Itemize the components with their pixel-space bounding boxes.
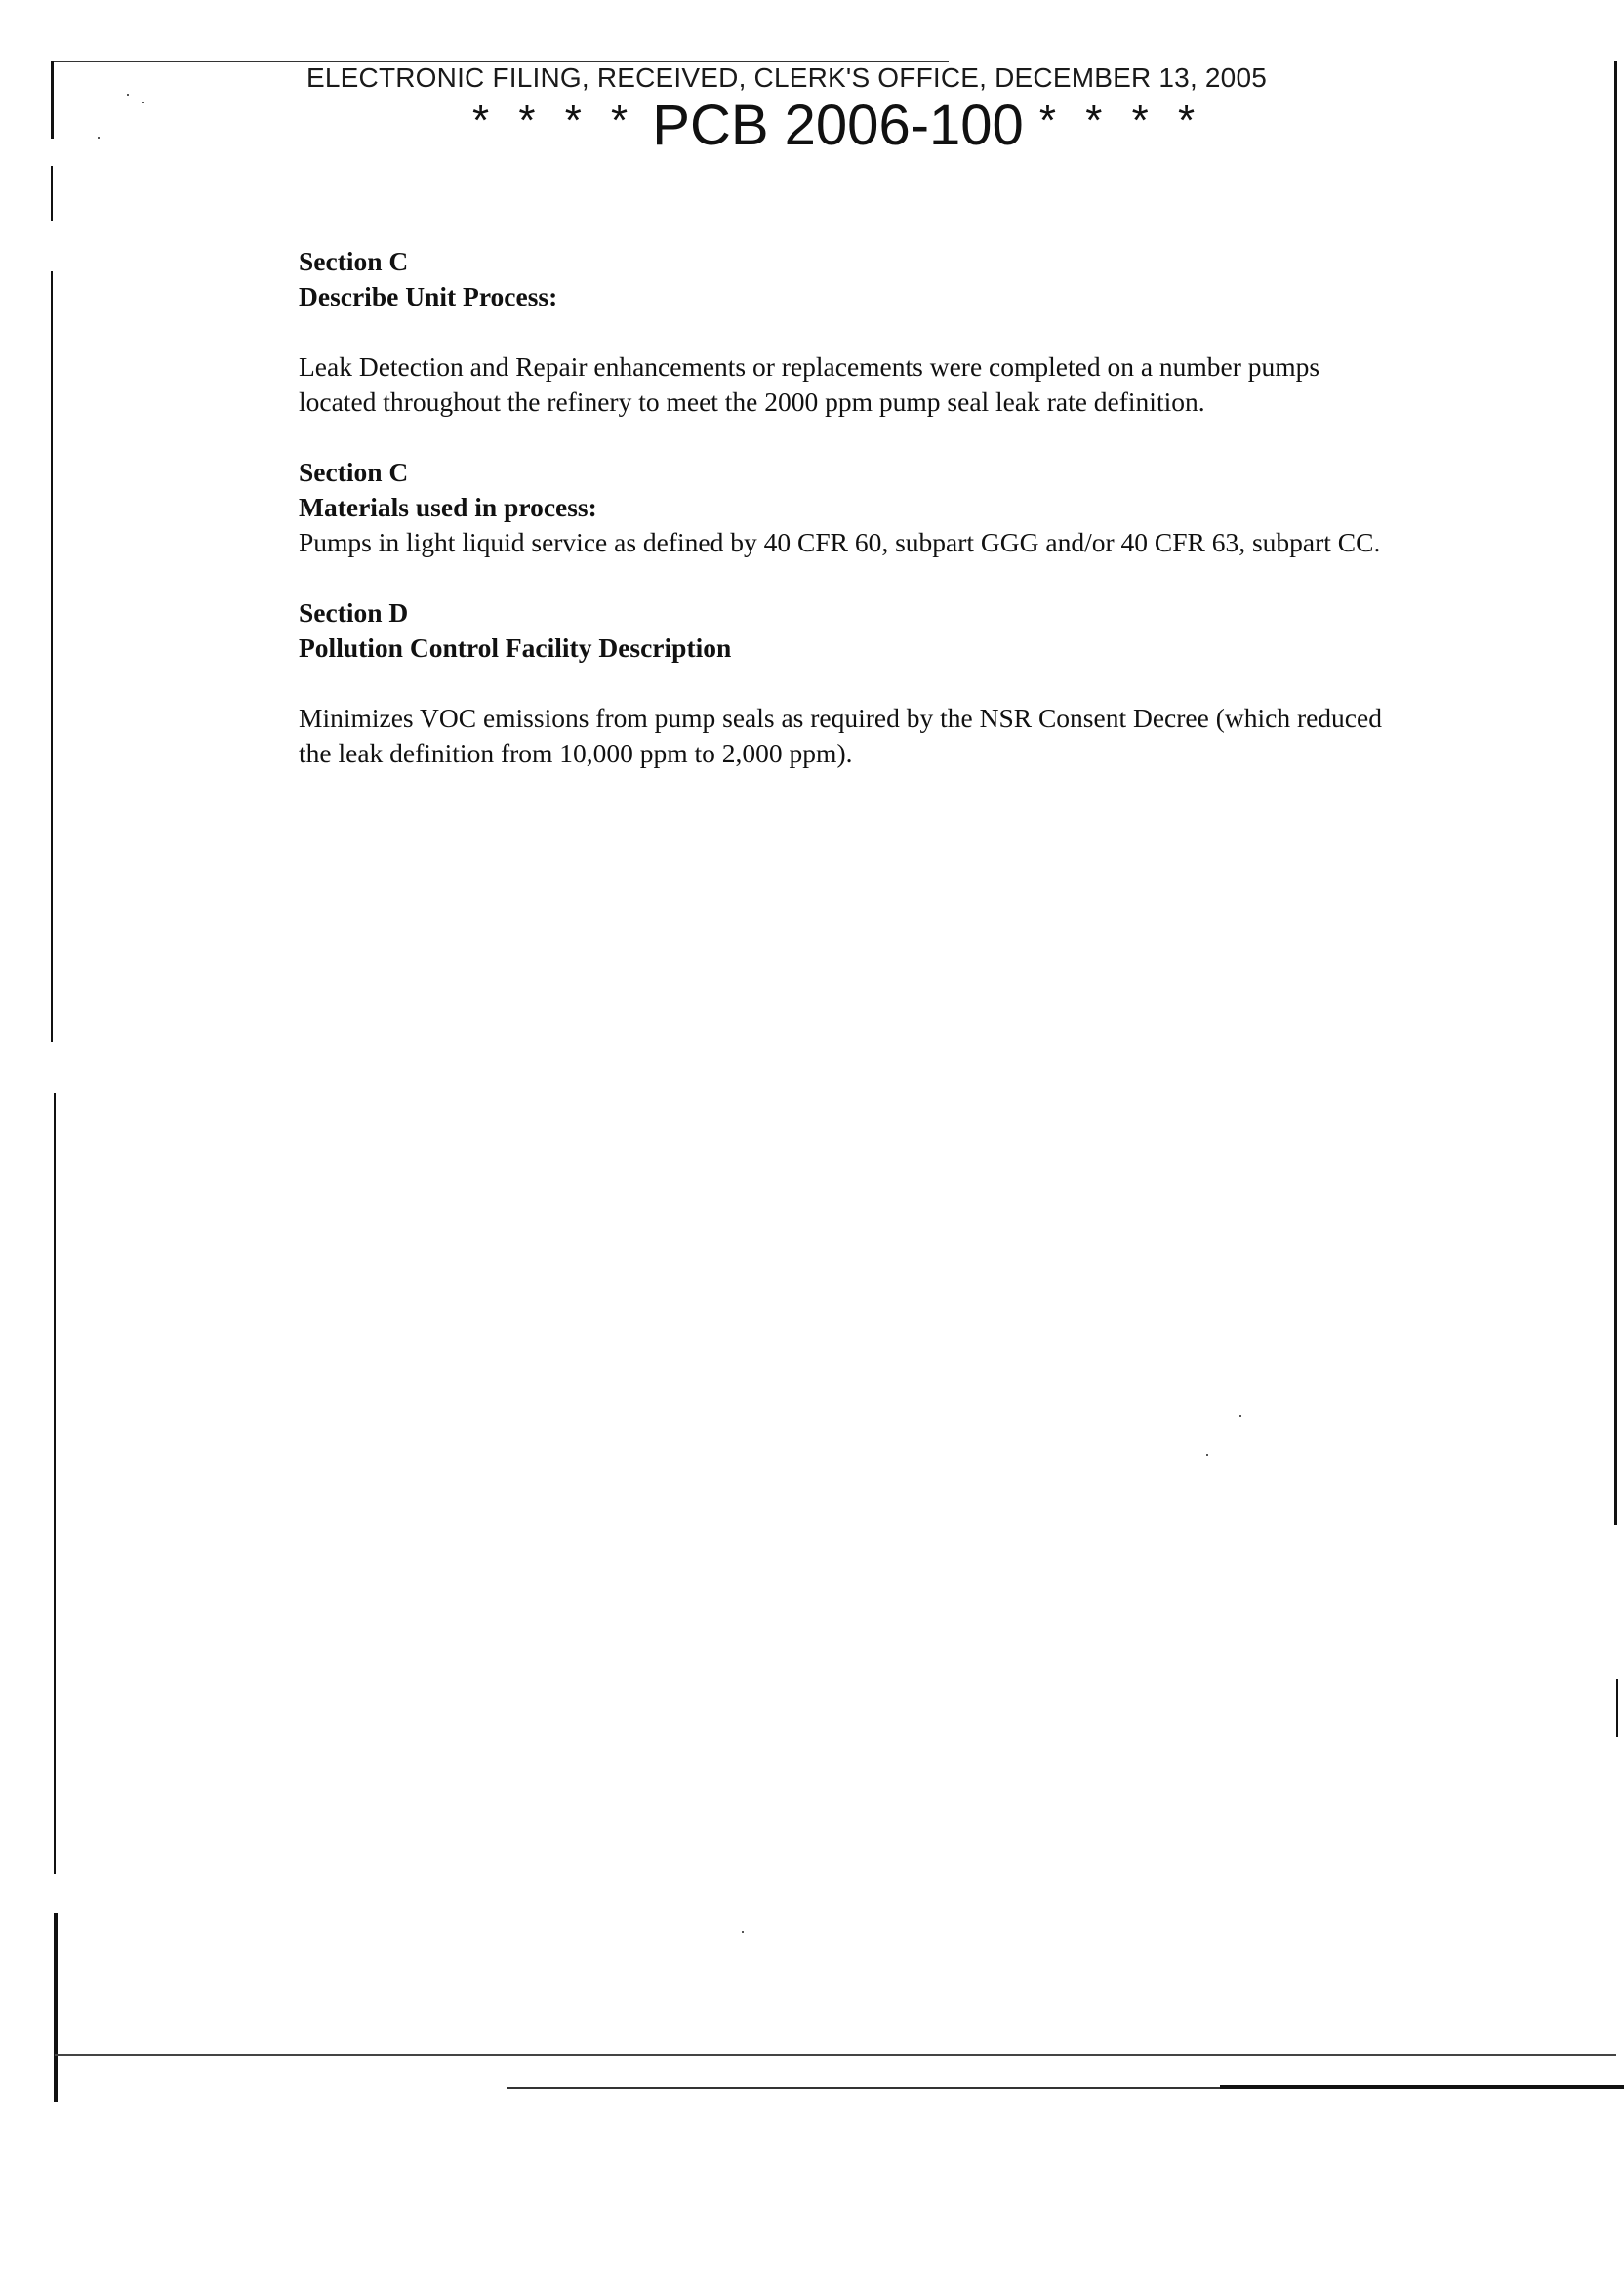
scan-speck — [1239, 1415, 1241, 1417]
scan-speck — [142, 102, 144, 103]
section-label: Section C — [299, 457, 409, 487]
scan-bottom-rule-1 — [55, 2054, 1616, 2056]
spacer — [299, 666, 1382, 701]
scan-bottom-rule-3 — [1220, 2085, 1624, 2089]
scan-right-border-lower — [1616, 1679, 1618, 1737]
section-body: Minimizes VOC emissions from pump seals as required by the NSR Consent Decree (which reduced the leak definition from 10,000 ppm to 2,000 ppm). — [299, 703, 1382, 768]
stars-right: * * * * — [1038, 97, 1204, 144]
scan-left-border-d — [54, 1913, 58, 2102]
scan-left-border-c — [54, 1093, 56, 1874]
section-body: Pumps in light liquid service as defined by 40 CFR 60, subpart GGG and/or 40 CFR 63, subpart CC. — [299, 527, 1381, 557]
section-block — [299, 595, 1382, 771]
section-block — [299, 455, 1382, 560]
section-label: Section D — [299, 597, 409, 628]
section-heading: Describe Unit Process: — [299, 281, 558, 311]
scan-speck — [1206, 1454, 1208, 1456]
section-label: Section C — [299, 246, 409, 276]
case-number: PCB 2006-100 — [652, 94, 1024, 157]
scan-left-border-b — [51, 271, 53, 1042]
scan-left-border-a — [51, 166, 53, 221]
scan-left-border-upper — [51, 61, 54, 139]
scan-speck — [98, 137, 100, 139]
scan-right-border — [1614, 61, 1617, 1525]
case-number-banner — [472, 94, 1204, 157]
document-body — [299, 244, 1382, 806]
section-heading: Pollution Control Facility Description — [299, 632, 732, 663]
stars-left: * * * * — [472, 97, 637, 144]
filing-stamp-text: ELECTRONIC FILING, RECEIVED, CLERK'S OFFICE, DECEMBER 13, 2005 — [306, 62, 1267, 93]
scan-speck — [742, 1931, 744, 1933]
section-heading: Materials used in process: — [299, 492, 597, 522]
spacer — [299, 314, 1382, 349]
section-block — [299, 244, 1382, 420]
section-body: Leak Detection and Repair enhancements or replacements were completed on a number pumps located throughout the refinery to meet the 2000 ppm pump seal leak rate definition. — [299, 351, 1320, 417]
scan-speck — [127, 94, 129, 96]
